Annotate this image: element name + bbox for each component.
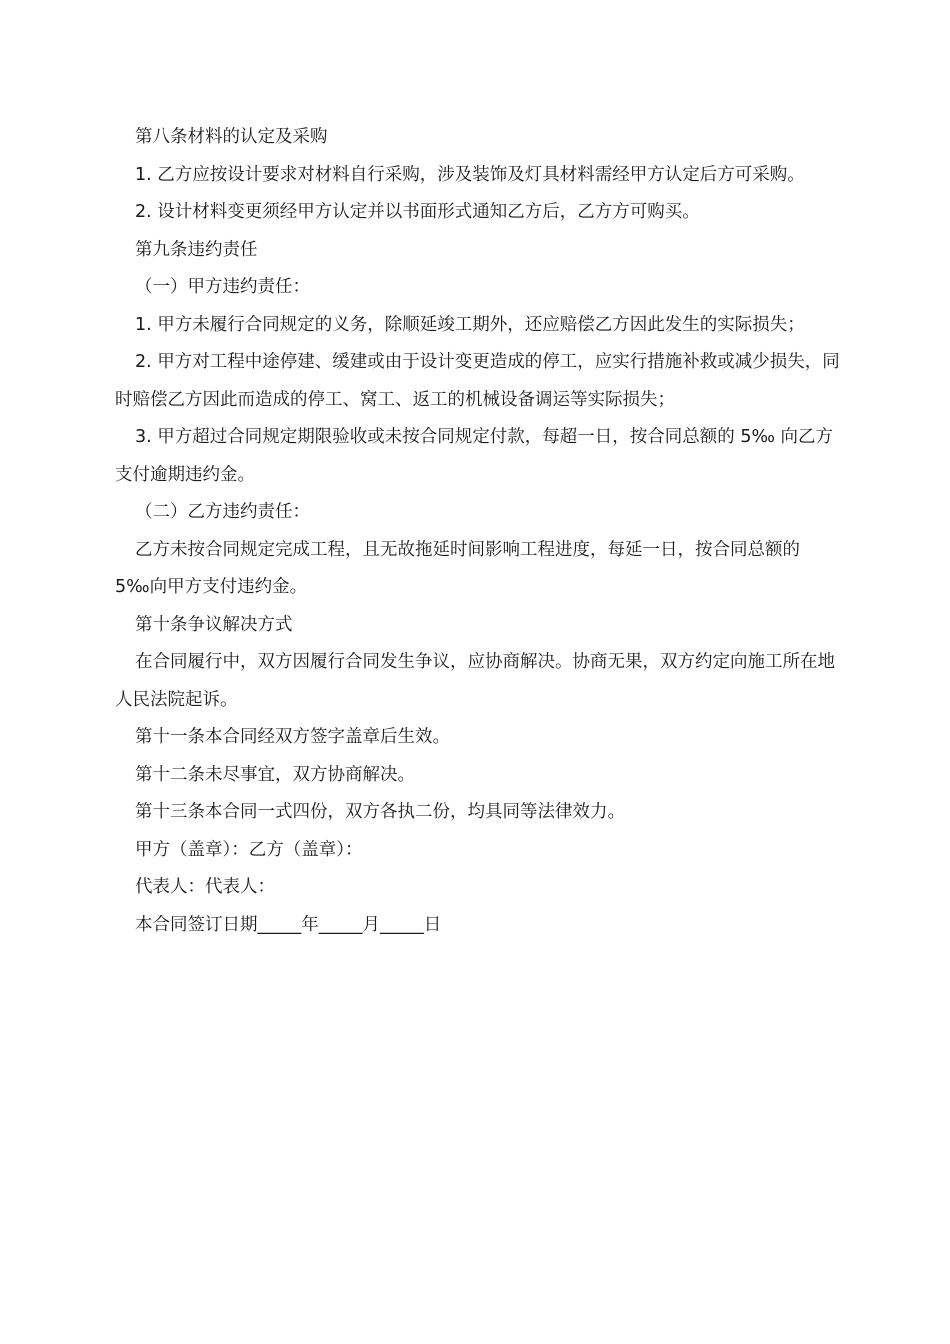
article-10-heading: 第十条争议解决方式	[135, 614, 293, 635]
article-11: 第十一条本合同经双方签字盖章后生效。	[135, 727, 450, 747]
party-a-liability-clause-1: 1. 甲方未履行合同规定的义务，除顺延竣工期外，还应赔偿乙方因此发生的实际损失；	[135, 314, 805, 335]
party-b-liability-clause: 乙方未按合同规定完成工程，且无故拖延时间影响工程进度，每延一日，按合同总额的 5‰向甲方支付违约金。	[115, 539, 800, 597]
party-a-liability-clause-3: 3. 甲方超过合同规定期限验收或未按合同规定付款，每超一日，按合同总额的 5‰ 向乙方支付逾期违约金。	[115, 427, 833, 485]
seal-line: 甲方（盖章）：乙方（盖章）：	[135, 839, 363, 860]
article-10-clause: 在合同履行中，双方因履行合同发生争议，应协商解决。协商无果，双方约定向施工所在地人民法院起诉。	[115, 652, 835, 710]
article-13: 第十三条本合同一式四份，双方各执二份，均具同等法律效力。	[135, 802, 625, 822]
party-a-liability-heading: （一）甲方违约责任：	[135, 277, 310, 297]
article-8-clause-1: 1. 乙方应按设计要求对材料自行采购，涉及装饰及灯具材料需经甲方认定后方可采购。	[135, 164, 805, 185]
signing-date-line: 本合同签订日期_____年_____月_____日	[135, 914, 442, 935]
party-a-liability-clause-2: 2. 甲方对工程中途停建、缓建或由于设计变更造成的停工，应实行措施补救或减少损失，同时赔偿乙方因此而造成的停工、窝工、返工的机械设备调运等实际损失；	[115, 352, 840, 410]
representative-line: 代表人：代表人：	[135, 877, 275, 897]
article-9-heading: 第九条违约责任	[135, 239, 258, 260]
contract-body	[115, 119, 840, 944]
article-12: 第十二条未尽事宜，双方协商解决。	[135, 764, 415, 785]
article-8-clause-2: 2. 设计材料变更须经甲方认定并以书面形式通知乙方后，乙方方可购买。	[135, 202, 700, 222]
party-b-liability-heading: （二）乙方违约责任：	[135, 502, 310, 522]
article-8-heading: 第八条材料的认定及采购	[135, 127, 328, 147]
